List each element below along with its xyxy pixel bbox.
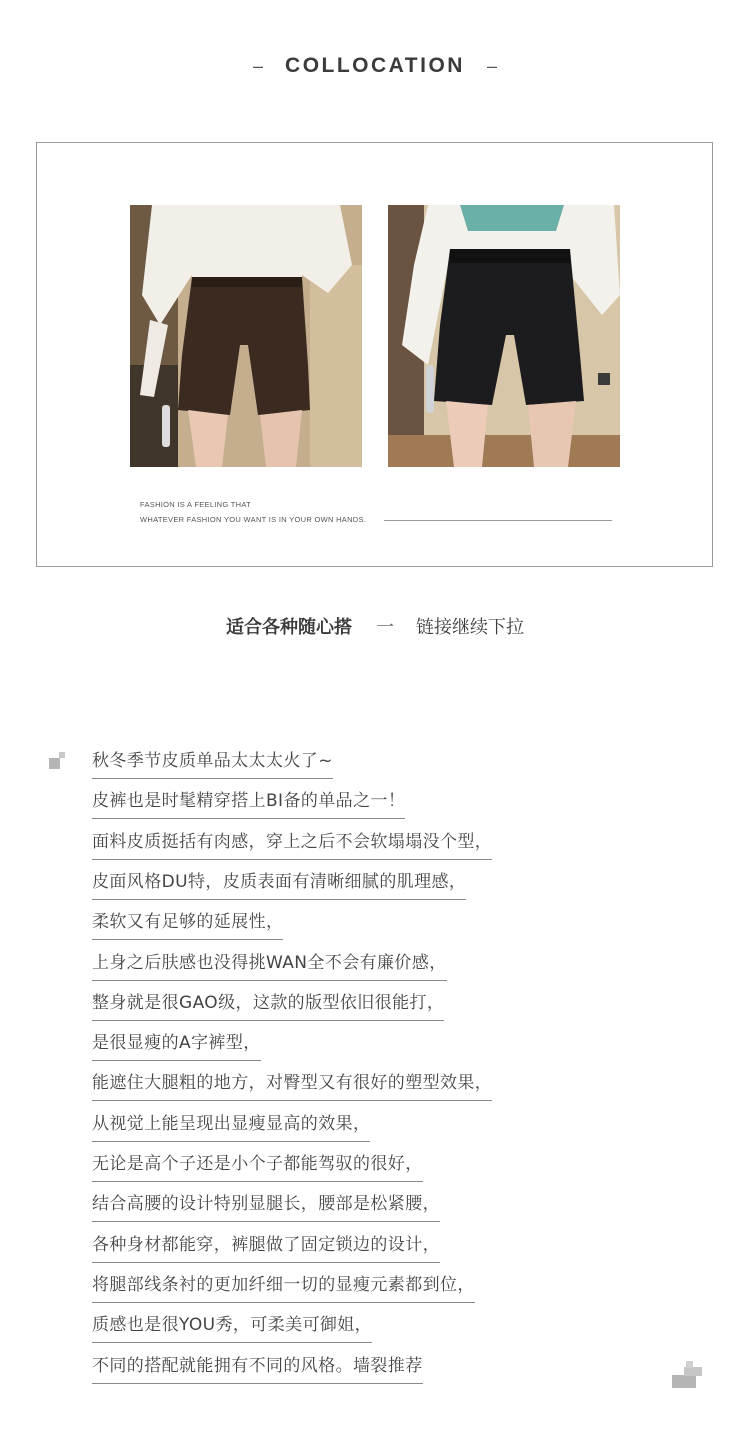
description-line: 能遮住大腿粗的地方，对臀型又有很好的塑型效果， [92, 1072, 492, 1101]
description-line: 秋冬季节皮质单品太太太火了~ [92, 750, 333, 779]
outfit-photo-black-shorts [388, 205, 620, 467]
subheading-right: 链接继续下拉 [416, 617, 524, 638]
description-line: 从视觉上能呈现出显瘦显高的效果， [92, 1113, 370, 1142]
description-line: 上身之后肤感也没得挑WAN全不会有廉价感， [92, 952, 447, 981]
description-line: 各种身材都能穿，裤腿做了固定锁边的设计， [92, 1234, 440, 1263]
outfit-photo-brown-shorts [130, 205, 362, 467]
section-header [0, 54, 750, 78]
subheading-dash: 一 [376, 617, 394, 638]
description-line: 将腿部线条衬的更加纤细一切的显瘦元素都到位， [92, 1274, 475, 1303]
description-line: 是很显瘦的A字裤型， [92, 1032, 261, 1061]
collocation-frame [36, 142, 713, 567]
description-line: 无论是高个子还是小个子都能驾驭的很好， [92, 1153, 423, 1182]
section-title: COLLOCATION [285, 54, 465, 77]
caption-line-1: FASHION IS A FEELING THAT [140, 500, 251, 509]
description-line: 皮面风格DU特，皮质表面有清晰细腻的肌理感， [92, 871, 466, 900]
description-line: 整身就是很GAO级，这款的版型依旧很能打， [92, 992, 444, 1021]
description-line: 不同的搭配就能拥有不同的风格。墙裂推荐 [92, 1355, 423, 1384]
description-line: 皮裤也是时髦精穿搭上BI备的单品之一！ [92, 790, 405, 819]
caption-divider [384, 520, 612, 521]
subheading [0, 616, 750, 640]
caption-line-2: WHATEVER FASHION YOU WANT IS IN YOUR OWN HANDS. [140, 515, 367, 524]
square-blocks-icon [49, 752, 65, 769]
description-line: 柔软又有足够的延展性， [92, 911, 283, 940]
description-line: 结合高腰的设计特别显腿长，腰部是松紧腰， [92, 1193, 440, 1222]
subheading-left: 适合各种随心搭 [226, 617, 352, 638]
corner-blocks-icon [672, 1361, 702, 1388]
description-line: 面料皮质挺括有肉感，穿上之后不会软塌塌没个型， [92, 831, 492, 860]
title-dash-right: – [486, 56, 497, 76]
title-dash-left: – [253, 56, 264, 76]
description-line: 质感也是很YOU秀，可柔美可御姐， [92, 1314, 372, 1343]
